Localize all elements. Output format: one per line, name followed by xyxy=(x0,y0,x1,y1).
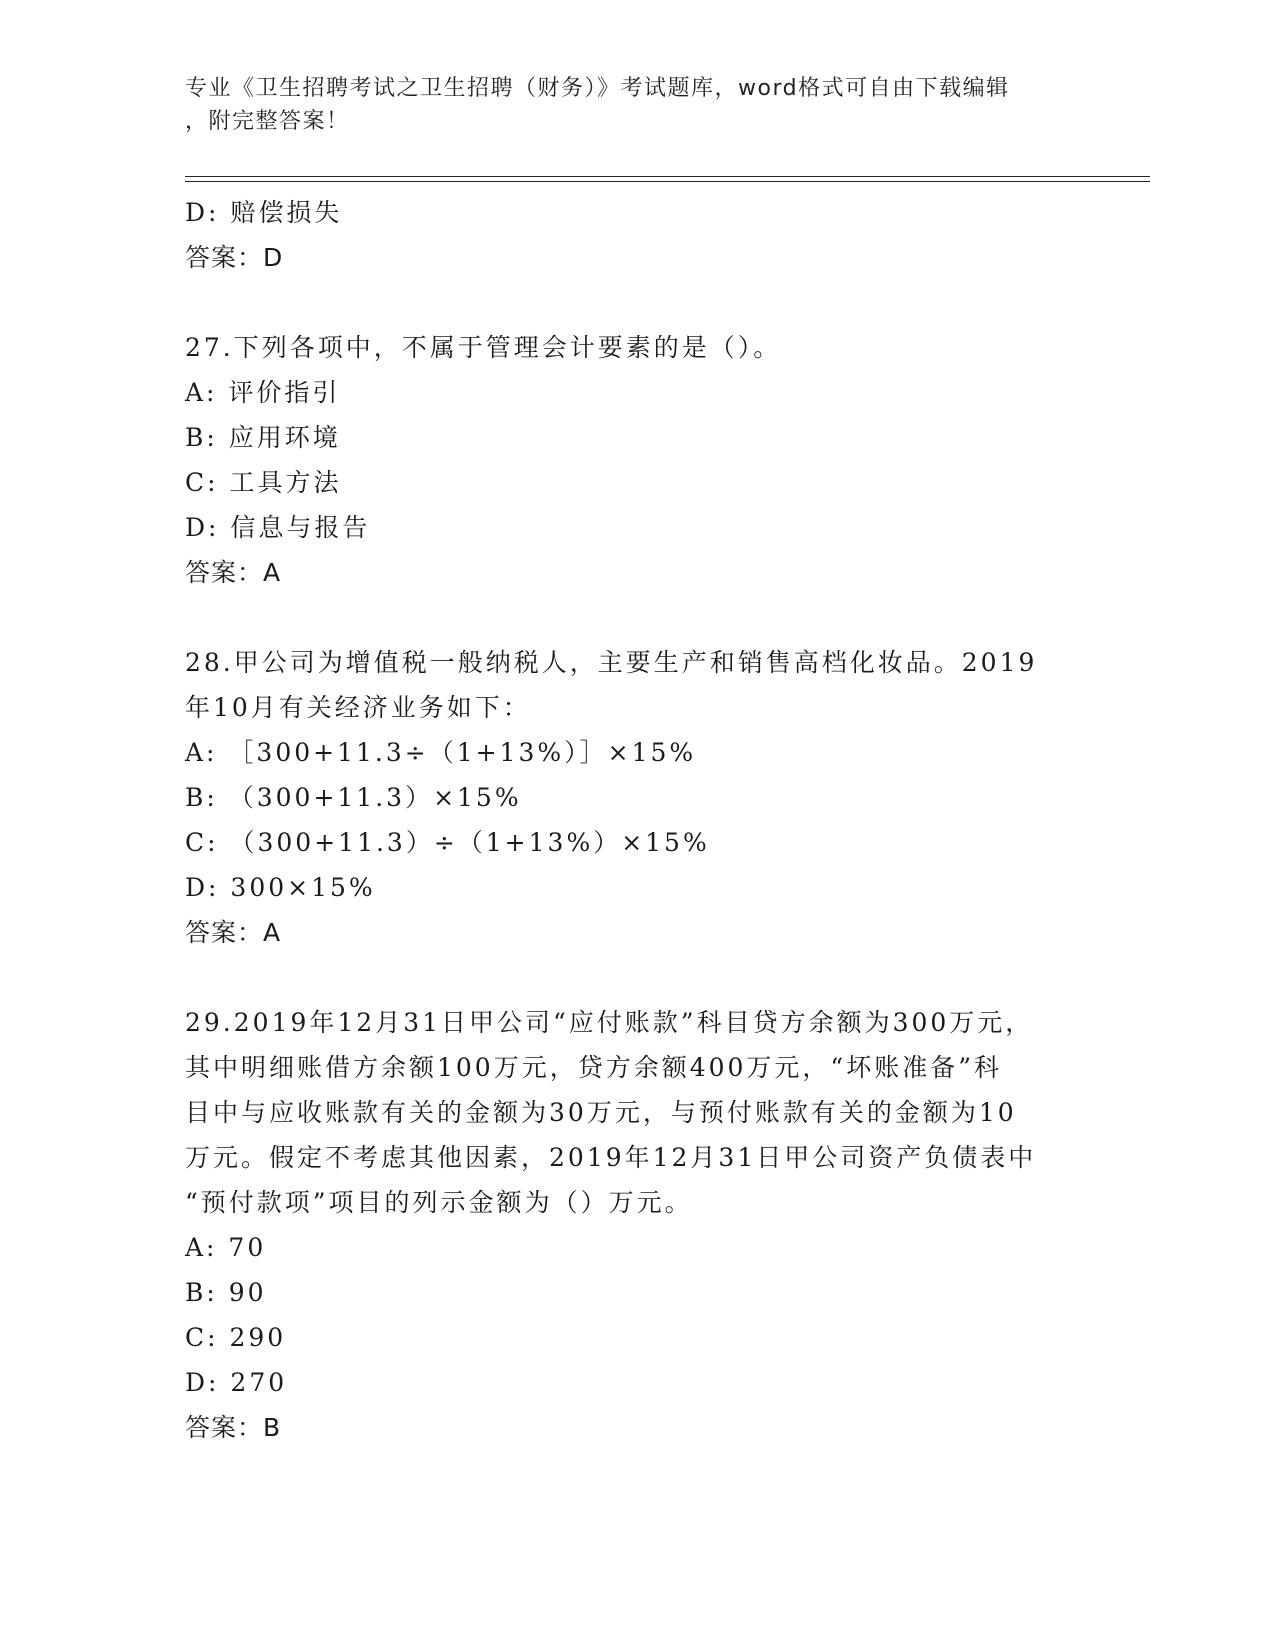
q28-stem-line-1: 28.甲公司为增值税一般纳税人，主要生产和销售高档化妆品。2019 xyxy=(185,648,1038,677)
q28-option-c: C: （300+11.3）÷（1+13%）×15% xyxy=(185,828,710,857)
q29-stem-line-4: 万元。假定不考虑其他因素，2019年12月31日甲公司资产负债表中 xyxy=(185,1143,1037,1172)
q28-option-d: D: 300×15% xyxy=(185,873,376,902)
header-line-2: ，附完整答案！ xyxy=(185,109,350,134)
q29-option-a: A: 70 xyxy=(185,1233,267,1262)
prev-answer: 答案：D xyxy=(185,243,284,272)
q29-option-c: C: 290 xyxy=(185,1323,287,1352)
q28-option-b: B: （300+11.3）×15% xyxy=(185,783,522,812)
q27-option-d: D: 信息与报告 xyxy=(185,513,371,542)
q29-option-d: D: 270 xyxy=(185,1368,288,1397)
q29-stem-line-1: 29.2019年12月31日甲公司“应付账款”科目贷方余额为300万元， xyxy=(185,1008,1034,1037)
spacer xyxy=(185,595,1065,640)
q27-answer: 答案：A xyxy=(185,558,282,587)
q29-answer: 答案：B xyxy=(185,1413,282,1442)
prev-option-d: D: 赔偿损失 xyxy=(185,198,343,227)
q29-stem-line-5: “预付款项”项目的列示金额为（）万元。 xyxy=(185,1188,693,1217)
header-divider-top xyxy=(185,176,1150,177)
question-content xyxy=(185,190,1065,1450)
q29-stem-line-2: 其中明细账借方余额100万元，贷方余额400万元，“坏账准备”科 xyxy=(185,1053,1002,1082)
header-line-1: 专业《卫生招聘考试之卫生招聘（财务）》考试题库，word格式可自由下载编辑 xyxy=(185,76,1010,101)
q27-option-c: C: 工具方法 xyxy=(185,468,342,497)
q27-stem: 27.下列各项中，不属于管理会计要素的是（）。 xyxy=(185,333,782,362)
q28-option-a: A: ［300+11.3÷（1+13%）］×15% xyxy=(185,738,697,767)
q28-stem-line-2: 年10月有关经济业务如下： xyxy=(185,693,531,722)
header-divider-bottom xyxy=(185,181,1150,182)
document-header xyxy=(185,72,1055,138)
q29-stem-line-3: 目中与应收账款有关的金额为30万元，与预付账款有关的金额为10 xyxy=(185,1098,1017,1127)
q28-answer: 答案：A xyxy=(185,918,282,947)
spacer xyxy=(185,955,1065,1000)
spacer xyxy=(185,280,1065,325)
q27-option-b: B: 应用环境 xyxy=(185,423,341,452)
q29-option-b: B: 90 xyxy=(185,1278,267,1307)
q27-option-a: A: 评价指引 xyxy=(185,378,341,407)
